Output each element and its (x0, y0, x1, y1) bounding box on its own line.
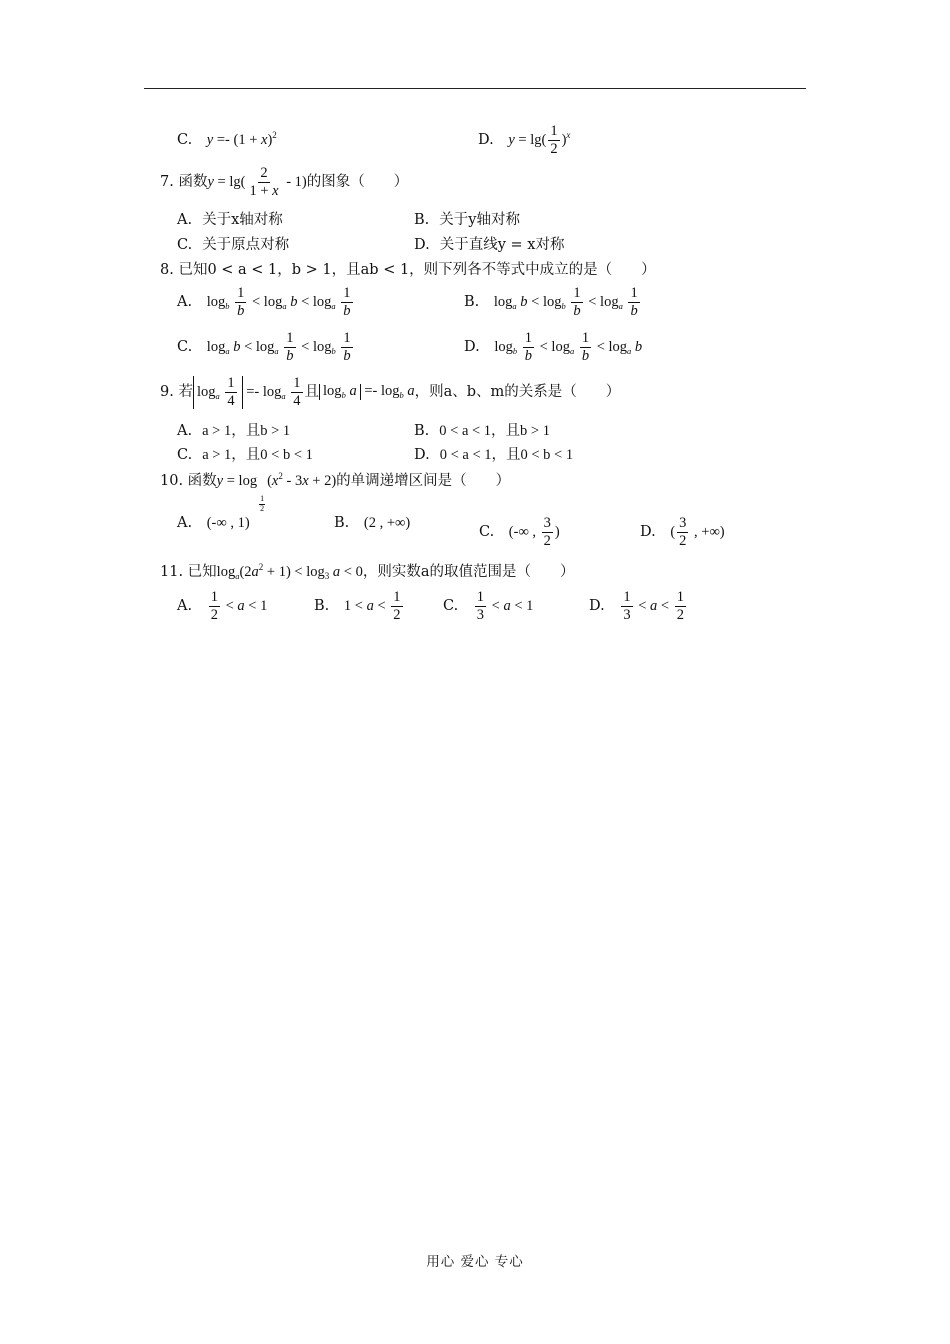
q10-stem: 10. 函数y = log $\frac{1}{2}$ $(x^2 - 3x + 2)$的单调递增区间是（ ） (160, 471, 511, 513)
q8-option-d: D. $\log_b$ $\frac{1}{b}$ < $\log_a$ $\frac{1}{b}$ < $\log_a b$ (464, 330, 643, 365)
q10-formula: y = log $\frac{1}{2}$ $(x^2 - 3x + 2)$ (216, 471, 337, 513)
q11-formula: $\log_a(2a^2 + 1) < \log_3 a < 0$ (216, 562, 363, 581)
q9-formula-1: $\log_a$ $\frac{1}{4}$ =- $\log_a$ $\frac{1}{4}$ (193, 384, 305, 400)
q9-option-a: A. a > 1，且b > 1 (177, 423, 291, 439)
q7-option-b: B. 关于y轴对称 (414, 212, 520, 228)
q6-option-d: D. y = lg( $\frac{1}{2}$ )$^x$ (478, 123, 571, 158)
q8-option-a: A. $\log_b$ $\frac{1}{b}$ < $\log_a b < \log_a$ $\frac{1}{b}$ (177, 285, 351, 320)
q10-option-b: B. (2 , +∞) (334, 515, 411, 531)
q6-option-c: C. $y =- (1 + x)^2$ (177, 130, 277, 148)
q6-option-c-formula: $y =- (1 + x)^2$ (206, 130, 277, 148)
q8-stem: 8. 已知0 < a < 1，b > 1，且ab < 1，则下列各不等式中成立的是（ ） (160, 262, 656, 278)
q8-option-c: C. $\log_a b < \log_a$ $\frac{1}{b}$ < $\log_b$ $\frac{1}{b}$ (177, 330, 351, 365)
q8-option-b: B. $\log_a b < \log_b$ $\frac{1}{b}$ < $\log_a$ $\frac{1}{b}$ (464, 285, 638, 320)
q7-stem: 7. 函数y = lg( $\frac{2}{1 + x}$ - 1)的图象（ ） (160, 165, 409, 200)
q9-option-b: B. 0 < a < 1，且b > 1 (414, 423, 550, 439)
q11-option-b: B. 1 < a < $\frac{1}{2}$ (314, 589, 401, 624)
q10-option-d: D. ( $\frac{3}{2}$ , +∞) (640, 515, 725, 550)
q11-option-c: C. $\frac{1}{3}$ < a < 1 (443, 589, 534, 624)
q9-formula-2: $\log_b a =- \log_b a$ (319, 383, 415, 399)
q11-stem: 11. 已知$\log_a(2a^2 + 1) < \log_3 a < 0$，则实数a的取值范围是（ ） (160, 562, 575, 581)
q9-option-d: D. 0 < a < 1，且0 < b < 1 (414, 447, 574, 463)
q7-option-c: C. 关于原点对称 (177, 237, 290, 253)
header-rule (144, 88, 806, 89)
q11-option-d: D. $\frac{1}{3}$ < a < $\frac{1}{2}$ (589, 589, 684, 624)
q7-formula: y = lg( $\frac{2}{1 + x}$ - 1) (207, 165, 307, 200)
q11-option-a: A. $\frac{1}{2}$ < a < 1 (177, 589, 268, 624)
q10-option-c: C. (-∞ , $\frac{3}{2}$ ) (479, 515, 560, 550)
q10-option-a: A. (-∞ , 1) (177, 515, 250, 531)
page-footer: 用心 爱心 专心 (426, 1254, 524, 1270)
q7-option-d: D. 关于直线y = x对称 (414, 237, 565, 253)
q6-option-d-formula: y = lg( $\frac{1}{2}$ )$^x$ (508, 123, 571, 158)
q7-option-a: A. 关于x轴对称 (177, 212, 283, 228)
q9-stem: 9. 若 $\log_a$ $\frac{1}{4}$ =- $\log_a$ $\frac{1}{4}$ 且 $\log_b a =- \log_b a$，则a、b、m的关系是（ ） (160, 375, 621, 410)
q9-option-c: C. a > 1，且0 < b < 1 (177, 447, 313, 463)
